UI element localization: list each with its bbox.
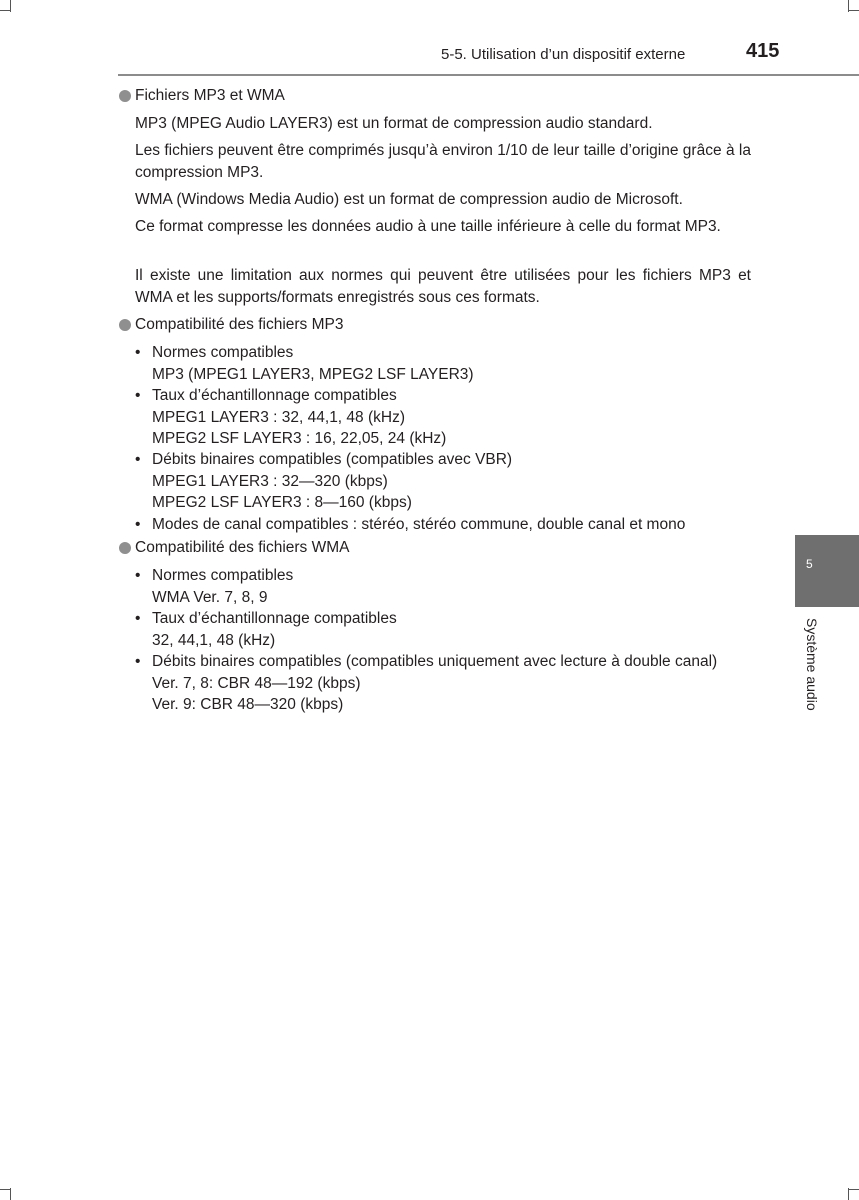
page-number: 415 — [746, 40, 780, 62]
bullet-mark: • — [135, 653, 141, 670]
list-item — [135, 565, 751, 608]
crop-mark — [849, 1189, 859, 1190]
bullet-dot-icon — [119, 319, 131, 331]
list-item — [135, 449, 751, 514]
crop-mark — [10, 1188, 11, 1200]
list-item-title: Normes compatibles — [152, 344, 294, 361]
paragraph: Ce format compresse les données audio à une taille inférieure à celle du format MP3. — [135, 218, 721, 235]
list-item — [135, 651, 751, 716]
list-item-title: Modes de canal compatibles : stéréo, stéréo commune, double canal et mono — [152, 516, 686, 533]
bullet-dot-icon — [119, 90, 131, 102]
list-item-line: WMA Ver. 7, 8, 9 — [152, 588, 268, 606]
list-item — [135, 342, 751, 385]
heading-text: Compatibilité des fichiers MP3 — [135, 316, 344, 333]
list-item-title: Taux d’échantillonnage compatibles — [152, 610, 397, 627]
list-item-line: MPEG1 LAYER3 : 32, 44,1, 48 (kHz) — [152, 408, 405, 426]
crop-mark — [10, 0, 11, 12]
list-item-title: Débits binaires compatibles (compatibles uniquement avec lecture à double canal) — [152, 653, 718, 670]
bullet-mark: • — [135, 610, 141, 627]
list-item-line: MP3 (MPEG1 LAYER3, MPEG2 LSF LAYER3) — [152, 365, 474, 383]
paragraph: Les fichiers peuvent être comprimés jusqu’à environ 1/10 de leur taille d’origine grâce à la compression MP3. — [135, 142, 751, 181]
list-item-line: Ver. 7, 8: CBR 48—192 (kbps) — [152, 674, 361, 692]
list-item-line: MPEG2 LSF LAYER3 : 8—160 (kbps) — [152, 494, 412, 511]
crop-mark — [0, 10, 10, 11]
crop-mark — [848, 1188, 849, 1200]
list-item — [135, 514, 751, 536]
list-item-title: Débits binaires compatibles (compatibles avec VBR) — [152, 451, 513, 468]
bullet-mark: • — [135, 567, 141, 584]
section-heading-mp3-compat — [119, 314, 343, 336]
paragraph: MP3 (MPEG Audio LAYER3) est un format de compression audio standard. — [135, 115, 653, 132]
chapter-label: Système audio — [804, 618, 820, 711]
heading-text: Fichiers MP3 et WMA — [135, 87, 285, 104]
crop-mark — [848, 0, 849, 12]
chapter-number: 5 — [806, 557, 813, 571]
list-item-line: MPEG1 LAYER3 : 32—320 (kbps) — [152, 472, 388, 490]
bullet-mark: • — [135, 516, 141, 533]
bullet-mark: • — [135, 344, 141, 361]
section-title: 5-5. Utilisation d’un dispositif externe — [441, 46, 686, 63]
paragraph: Il existe une limitation aux normes qui peuvent être utilisées pour les fichiers MP3 et WMA et les supports/formats enregistrés sous ces formats. — [135, 267, 751, 306]
list-item-line: MPEG2 LSF LAYER3 : 16, 22,05, 24 (kHz) — [152, 430, 447, 447]
list-item — [135, 608, 751, 651]
bullet-mark: • — [135, 451, 141, 468]
list-item-line: 32, 44,1, 48 (kHz) — [152, 631, 276, 649]
paragraph: WMA (Windows Media Audio) est un format de compression audio de Microsoft. — [135, 191, 683, 208]
chapter-tab — [795, 535, 859, 607]
heading-text: Compatibilité des fichiers WMA — [135, 539, 350, 556]
list-item-title: Normes compatibles — [152, 567, 294, 584]
crop-mark — [849, 10, 859, 11]
list-item-line: Ver. 9: CBR 48—320 (kbps) — [152, 696, 344, 713]
crop-mark — [0, 1189, 10, 1190]
bullet-mark: • — [135, 387, 141, 404]
list-item-title: Taux d’échantillonnage compatibles — [152, 387, 397, 404]
section-heading-mp3-wma — [119, 85, 285, 107]
list-item — [135, 385, 751, 450]
section-heading-wma-compat — [119, 537, 349, 559]
header-divider — [118, 74, 859, 76]
bullet-dot-icon — [119, 542, 131, 554]
